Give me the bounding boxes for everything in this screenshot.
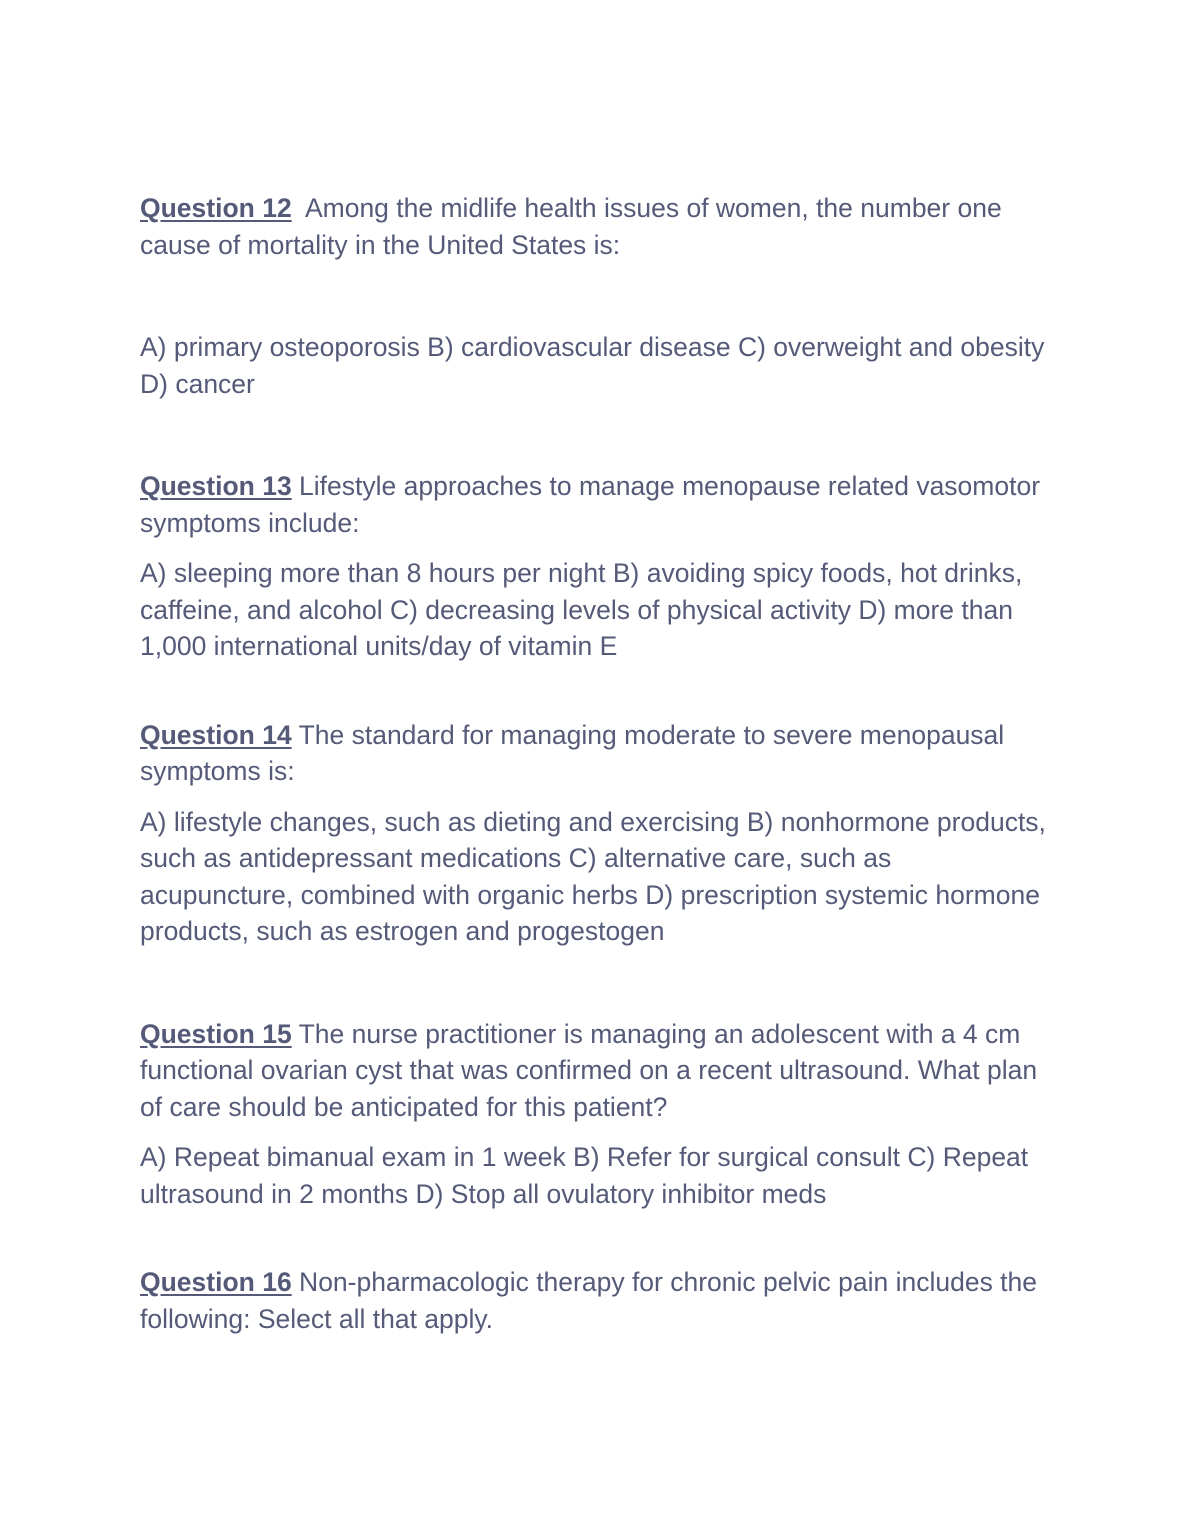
question-13-label: Question 13 [140,471,292,501]
question-12-answers: A) primary osteoporosis B) cardiovascular disease C) overweight and obesity D) cancer [140,332,1045,399]
question-12-text: Among the midlife health issues of women, the number one cause of mortality in the United States is: [140,193,1010,260]
question-12-stem [140,190,1050,263]
question-15-stem [140,1016,1050,1126]
question-16-stem [140,1264,1050,1337]
question-15-label: Question 15 [140,1018,292,1049]
question-16-text: Non-pharmacologic therapy for chronic pelvic pain includes the following: Select all that apply. [140,1267,1038,1334]
question-14-label: Question 14 [140,719,292,750]
question-14-stem [140,717,1050,790]
question-13-answers: A) sleeping more than 8 hours per night B) avoiding spicy foods, hot drinks, caffeine, and alcohol C) decreasing levels of physical activity D) more than 1,000 international units/day of vitamin E [140,558,1023,661]
question-13-stem [140,468,1050,541]
question-15-answers: A) Repeat bimanual exam in 1 week B) Refer for surgical consult C) Repeat ultrasound in 2 months D) Stop all ovulatory inhibitor meds [140,1142,1029,1209]
question-13-text: Lifestyle approaches to manage menopause related vasomotor symptoms include: [140,471,1041,538]
document-page [140,190,1050,1337]
question-12-label: Question 12 [140,193,292,223]
question-14-text: The standard for managing moderate to severe menopausal symptoms is: [140,719,1005,786]
question-14-answers: A) lifestyle changes, such as dieting and exercising B) nonhormone products, such as antidepressant medications C) alternative care, such as acupuncture, combined with organic herbs D) prescription systemic hormone products, such as estrogen and progestogen [140,806,1046,946]
question-16-label: Question 16 [140,1267,292,1297]
question-15-text: The nurse practitioner is managing an adolescent with a 4 cm functional ovarian cyst that was confirmed on a recent ultrasound. What plan of care should be anticipated for this patient? [140,1018,1038,1122]
